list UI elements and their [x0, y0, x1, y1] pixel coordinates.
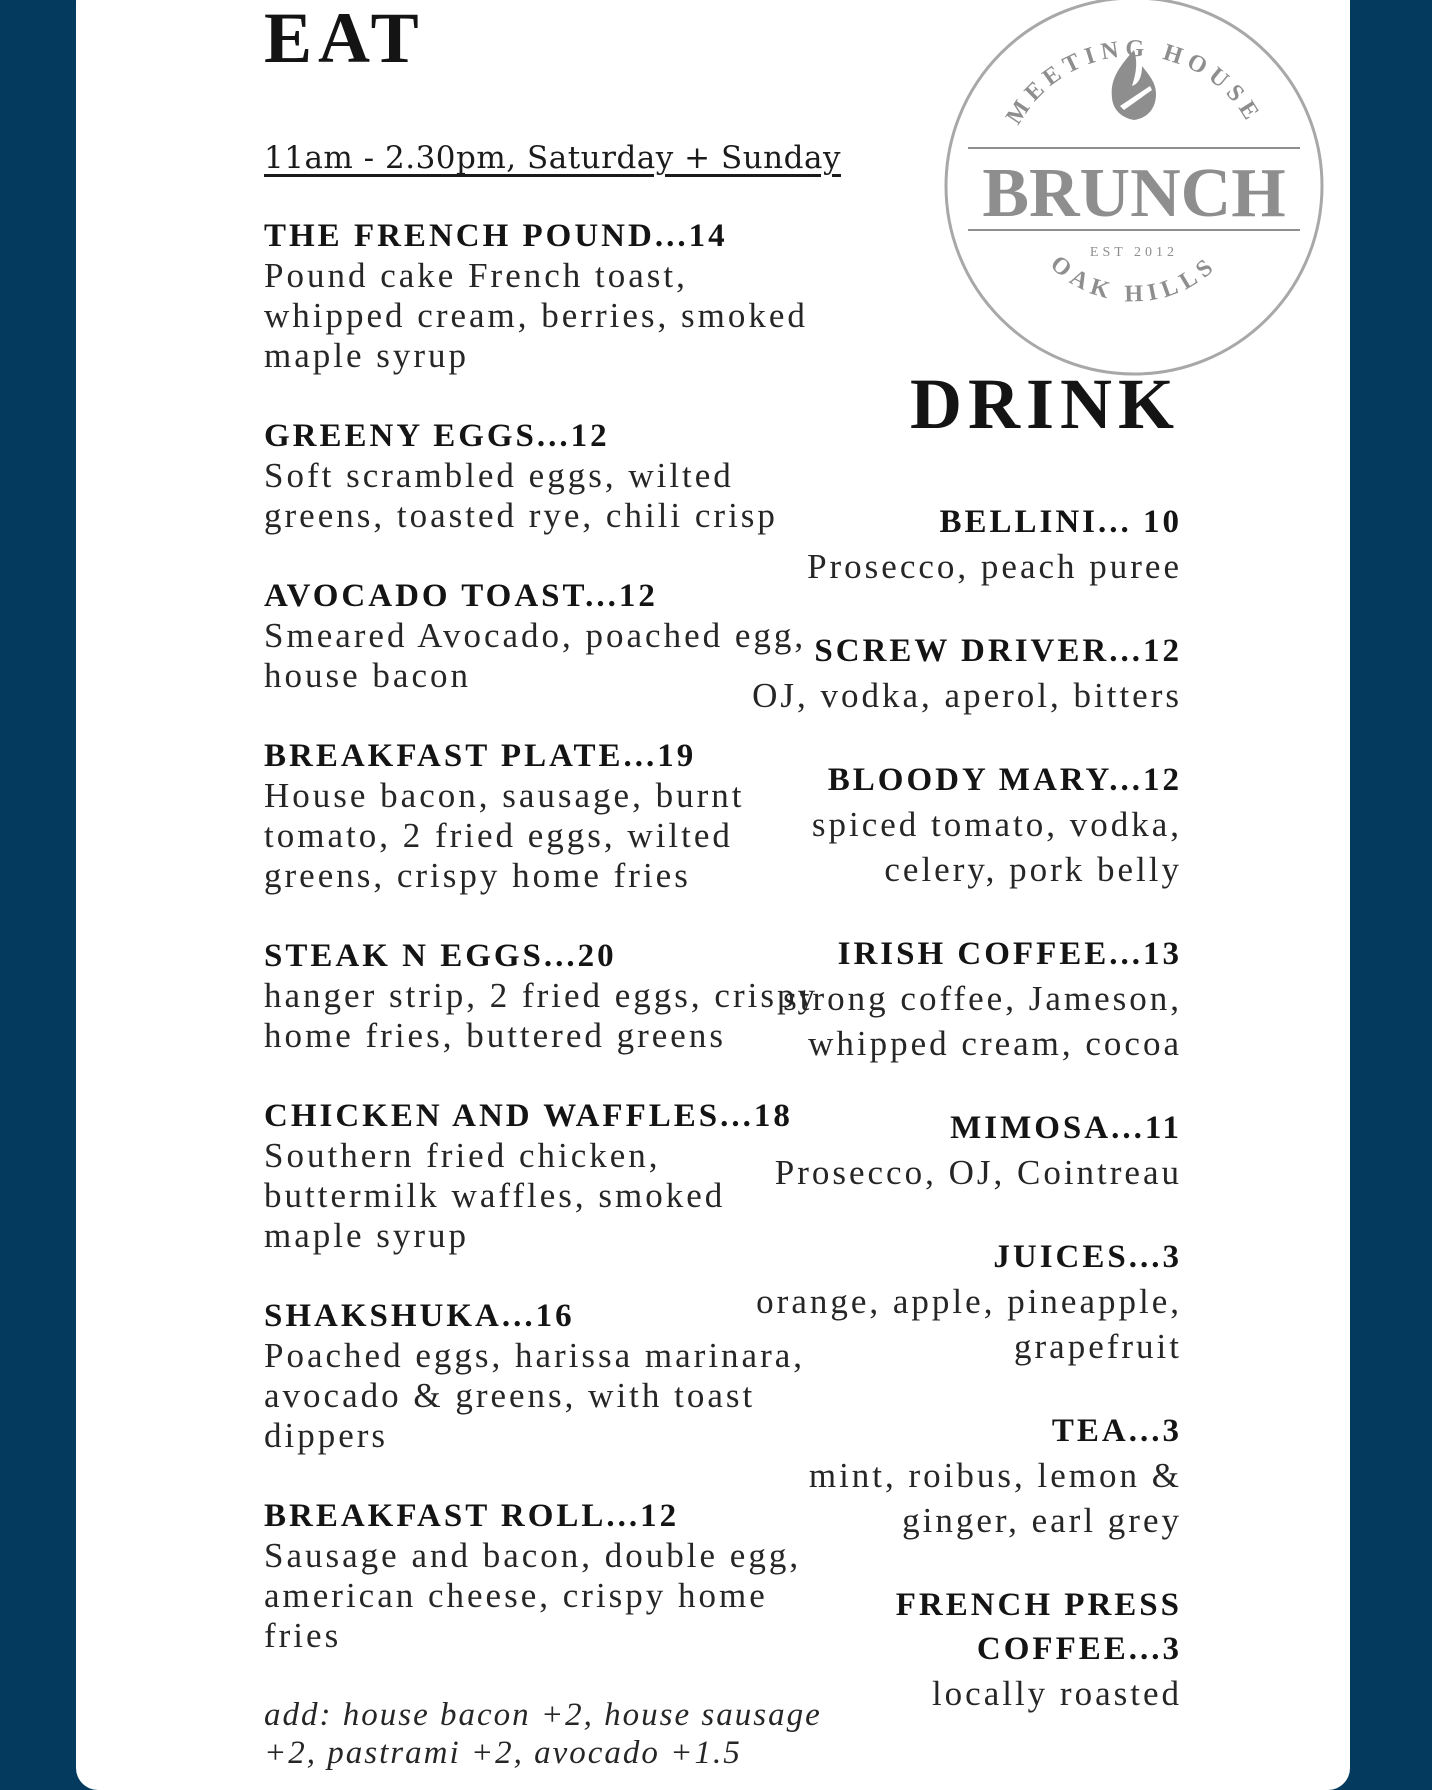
drink-item-tea: [712, 1409, 1182, 1543]
logo-est-text: EST 2012: [1089, 245, 1179, 260]
drink-item-desc-line: ginger, earl grey: [902, 1501, 1182, 1540]
drink-item-title: TEA...3: [1051, 1413, 1182, 1449]
menu-item-desc-line: Pound cake French toast,: [264, 256, 688, 295]
menu-item-desc-line: tomato, 2 fried eggs, wilted: [264, 816, 733, 855]
drink-heading: DRINK: [909, 364, 1180, 444]
eat-heading: EAT: [264, 0, 425, 78]
drink-item-desc-line: OJ, vodka, aperol, bitters: [752, 676, 1182, 715]
menu-item-desc-line: Southern fried chicken,: [264, 1136, 661, 1175]
menu-item-title: AVOCADO TOAST...12: [264, 578, 658, 614]
menu-item-desc-line: Sausage and bacon, double egg,: [264, 1536, 802, 1575]
drink-item-title: COFFEE...3: [976, 1631, 1182, 1667]
drink-item-title: JUICES...3: [993, 1239, 1182, 1275]
logo-main-text: BRUNCH: [982, 155, 1286, 232]
menu-card: [76, 0, 1350, 1790]
drink-item-mimosa: [712, 1106, 1182, 1195]
drink-item-bellini: [712, 500, 1182, 589]
drink-item-title: BLOODY MARY...12: [827, 762, 1182, 798]
drink-item-desc-line: whipped cream, cocoa: [808, 1024, 1182, 1063]
drink-item-screw-driver: [712, 629, 1182, 718]
drink-item-desc-line: locally roasted: [931, 1674, 1182, 1713]
menu-item-french-pound: [264, 216, 864, 376]
drink-item-desc-line: celery, pork belly: [884, 850, 1182, 889]
menu-item-desc-line: maple syrup: [264, 336, 470, 375]
menu-item-desc-line: whipped cream, berries, smoked: [264, 296, 808, 335]
menu-item-desc-line: home fries, buttered greens: [264, 1016, 726, 1055]
menu-item-desc-line: greens, toasted rye, chili crisp: [264, 496, 778, 535]
menu-item-title: SHAKSHUKA...16: [264, 1298, 575, 1334]
brunch-logo-badge: [942, 0, 1326, 378]
drink-item-title: BELLINI... 10: [939, 504, 1182, 540]
menu-item-desc-line: buttermilk waffles, smoked: [264, 1176, 726, 1215]
menu-item-desc-line: Poached eggs, harissa marinara,: [264, 1336, 806, 1375]
menu-item-desc-line: avocado & greens, with toast: [264, 1376, 756, 1415]
drink-item-desc-line: spiced tomato, vodka,: [811, 805, 1182, 844]
drink-item-french-press-coffee: [712, 1583, 1182, 1716]
drink-item-desc-line: mint, roibus, lemon &: [808, 1456, 1182, 1495]
drink-item-desc-line: Prosecco, OJ, Cointreau: [774, 1153, 1182, 1192]
drink-item-desc-line: orange, apple, pineapple,: [756, 1282, 1182, 1321]
drink-item-title: SCREW DRIVER...12: [814, 633, 1182, 669]
drink-item-juices: [712, 1235, 1182, 1369]
drink-item-irish-coffee: [712, 932, 1182, 1066]
menu-item-desc-line: house bacon: [264, 656, 471, 695]
drink-item-desc-line: strong coffee, Jameson,: [783, 979, 1182, 1018]
logo-bottom-text: OAK HILLS: [1045, 250, 1223, 308]
menu-item-title: GREENY EGGS...12: [264, 418, 610, 454]
add-ons-line: add: house bacon +2, house sausage: [264, 1697, 822, 1733]
menu-item-title: CHICKEN AND WAFFLES...18: [264, 1098, 793, 1134]
service-hours: 11am - 2.30pm, Saturday + Sunday: [264, 140, 841, 176]
menu-item-desc-line: greens, crispy home fries: [264, 856, 691, 895]
logo-top-text: MEETING HOUSE: [1001, 35, 1267, 130]
menu-item-desc-line: maple syrup: [264, 1216, 470, 1255]
menu-item-title: BREAKFAST ROLL...12: [264, 1498, 680, 1534]
menu-item-desc-line: fries: [264, 1616, 342, 1655]
add-ons-line: +2, pastrami +2, avocado +1.5: [264, 1735, 742, 1771]
menu-item-title: THE FRENCH POUND...14: [264, 218, 728, 254]
menu-item-desc-line: american cheese, crispy home: [264, 1576, 768, 1615]
menu-item-desc-line: House bacon, sausage, burnt: [264, 776, 745, 815]
menu-item-desc-line: Smeared Avocado, poached egg,: [264, 616, 807, 655]
drink-item-desc-line: Prosecco, peach puree: [807, 547, 1182, 586]
drink-item-desc-line: grapefruit: [1014, 1327, 1182, 1366]
drink-item-title: IRISH COFFEE...13: [837, 936, 1182, 972]
menu-item-title: STEAK N EGGS...20: [264, 938, 617, 974]
menu-item-desc-line: dippers: [264, 1416, 389, 1455]
menu-item-desc-line: hanger strip, 2 fried eggs, crispy: [264, 976, 818, 1015]
menu-item-title: BREAKFAST PLATE...19: [264, 738, 697, 774]
drink-menu-list: [712, 500, 1182, 1756]
drink-item-title: FRENCH PRESS: [895, 1587, 1182, 1623]
menu-item-desc-line: Soft scrambled eggs, wilted: [264, 456, 734, 495]
drink-item-title: MIMOSA...11: [950, 1110, 1182, 1146]
drink-item-bloody-mary: [712, 758, 1182, 892]
